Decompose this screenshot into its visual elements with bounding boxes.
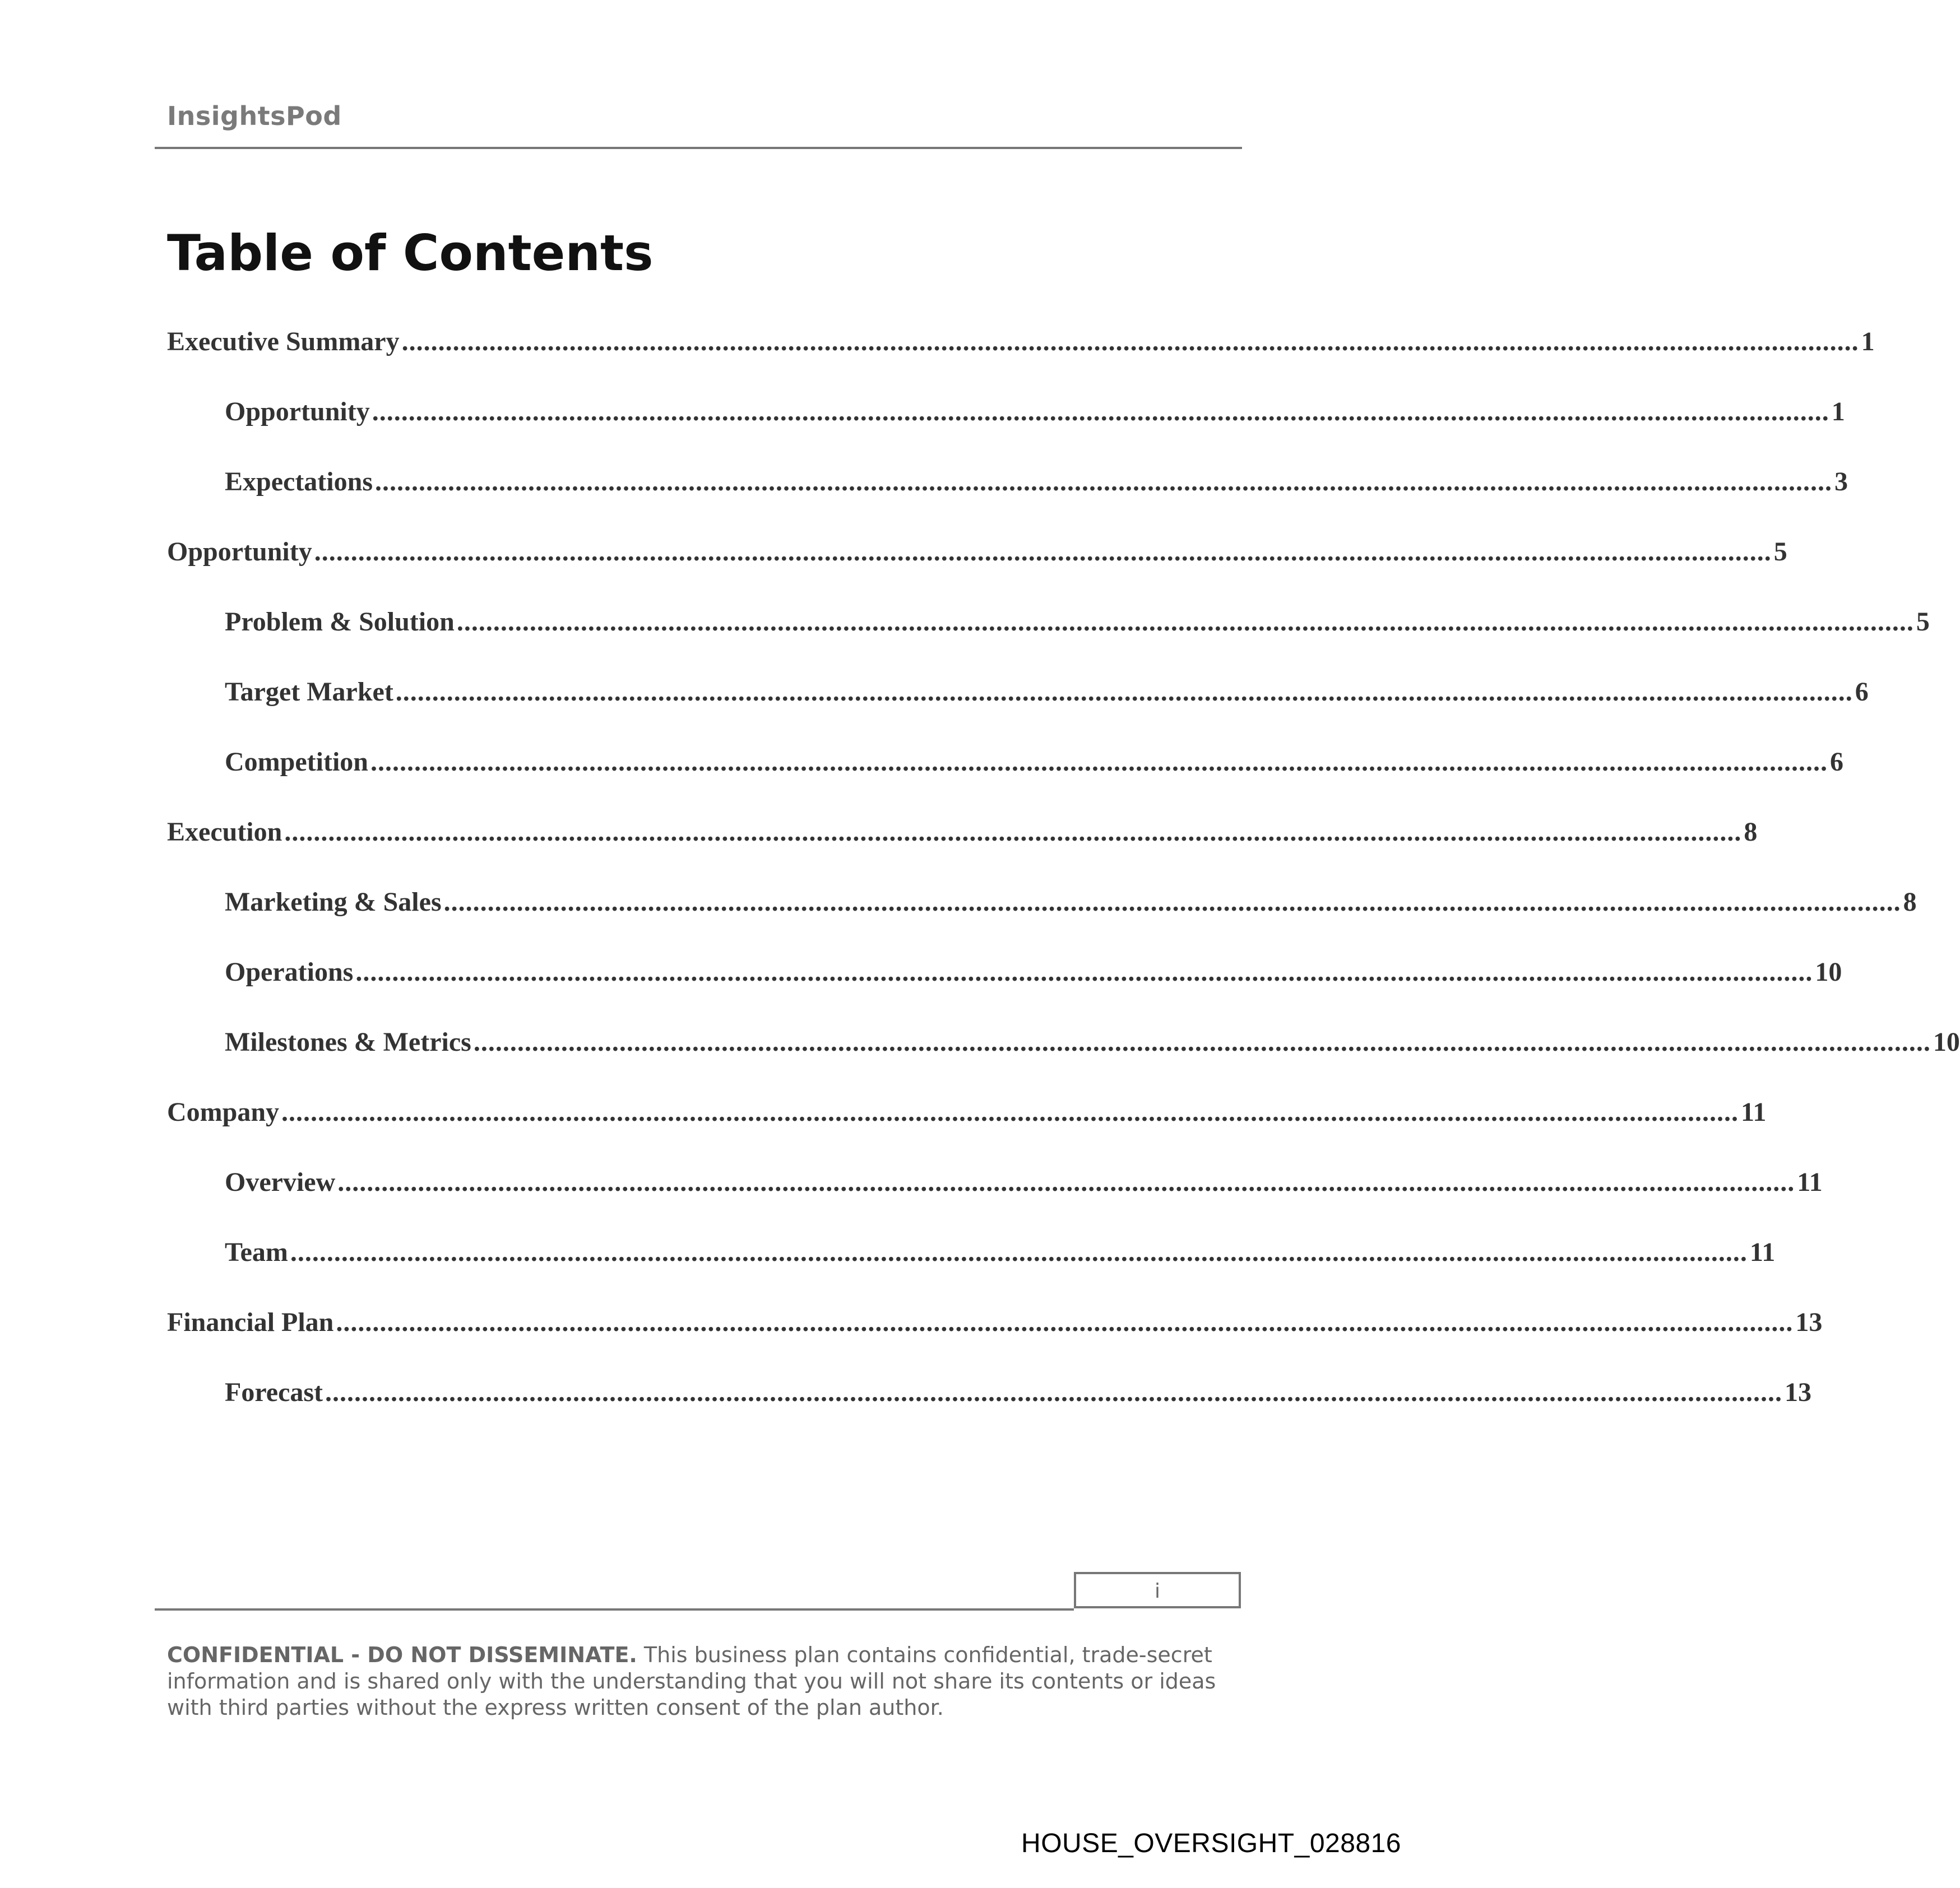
dot-leader: ........................................................................................................................................................................................................ xyxy=(290,1237,1748,1267)
toc-entry-page: 13 xyxy=(1785,1377,1812,1407)
header-divider xyxy=(155,147,1242,149)
toc-entry-label: Target Market xyxy=(225,677,393,707)
page-title: Table of Contents xyxy=(167,224,654,282)
toc-entry[interactable] xyxy=(167,676,1869,746)
toc-entry-page: 6 xyxy=(1829,747,1843,777)
toc-entry-label: Opportunity xyxy=(225,397,370,426)
toc-entry-label: Milestones & Metrics xyxy=(225,1027,471,1057)
confidentiality-notice xyxy=(167,1642,1266,1721)
toc-entry-label: Execution xyxy=(167,817,282,847)
toc-entry-label: Company xyxy=(167,1097,280,1127)
toc-entry-page: 5 xyxy=(1916,607,1930,637)
toc-entry[interactable] xyxy=(167,326,1875,396)
toc-entry-page: 11 xyxy=(1797,1167,1823,1197)
dot-leader: ........................................................................................................................................................................................................ xyxy=(355,957,1813,987)
dot-leader: ........................................................................................................................................................................................................ xyxy=(325,1377,1783,1407)
toc-entry[interactable] xyxy=(167,1097,1767,1167)
toc-entry-page: 1 xyxy=(1831,397,1845,426)
toc-entry-page: 8 xyxy=(1903,887,1917,917)
dot-leader: ........................................................................................................................................................................................................ xyxy=(395,677,1853,707)
dot-leader: ........................................................................................................................................................................................................ xyxy=(284,817,1742,847)
bates-number: HOUSE_OVERSIGHT_028816 xyxy=(1021,1829,1401,1858)
dot-leader: ........................................................................................................................................................................................................ xyxy=(370,747,1828,777)
toc-entry-label: Expectations xyxy=(225,467,373,497)
toc-entry[interactable] xyxy=(167,887,1917,957)
toc-entry-page: 1 xyxy=(1861,327,1875,356)
dot-leader: ........................................................................................................................................................................................................ xyxy=(401,327,1859,356)
toc-entry[interactable] xyxy=(167,606,1930,676)
dot-leader: ........................................................................................................................................................................................................ xyxy=(337,1167,1795,1197)
dot-leader: ........................................................................................................................................................................................................ xyxy=(372,397,1829,426)
toc-entry-page: 10 xyxy=(1933,1027,1960,1057)
toc-entry[interactable] xyxy=(167,1237,1776,1307)
toc-entry-page: 13 xyxy=(1795,1307,1823,1337)
toc-entry-page: 8 xyxy=(1744,817,1758,847)
toc-entry-label: Forecast xyxy=(225,1377,323,1407)
toc-entry-label: Financial Plan xyxy=(167,1307,334,1337)
toc-entry-label: Operations xyxy=(225,957,354,987)
toc-entry[interactable] xyxy=(167,817,1758,887)
confidential-text: This business plan contains confidential, trade-secret information and is shared only with the understanding that you will not share its contents or ideas with third parties without the express written consent of the plan author. xyxy=(167,1643,1216,1720)
toc-entry-label: Overview xyxy=(225,1167,336,1197)
toc-entry[interactable] xyxy=(167,957,1842,1027)
toc-entry-label: Marketing & Sales xyxy=(225,887,442,917)
dot-leader: ........................................................................................................................................................................................................ xyxy=(314,537,1772,567)
toc-entry-label: Executive Summary xyxy=(167,327,400,356)
toc-entry[interactable] xyxy=(167,536,1787,606)
toc-entry[interactable] xyxy=(167,396,1845,466)
toc-entry-label: Opportunity xyxy=(167,537,312,567)
toc-entry[interactable] xyxy=(167,466,1848,536)
toc-entry-label: Problem & Solution xyxy=(225,607,455,637)
toc-entry-page: 11 xyxy=(1749,1237,1776,1267)
toc-entry-page: 3 xyxy=(1834,467,1848,497)
dot-leader: ........................................................................................................................................................................................................ xyxy=(375,467,1832,497)
dot-leader: ........................................................................................................................................................................................................ xyxy=(336,1307,1794,1337)
toc-entry[interactable] xyxy=(167,1377,1812,1447)
toc-entry[interactable] xyxy=(167,1167,1823,1237)
toc-entry-page: 10 xyxy=(1815,957,1842,987)
company-name: InsightsPod xyxy=(167,101,342,131)
page-number: i xyxy=(1154,1580,1160,1603)
table-of-contents xyxy=(167,326,1960,1447)
toc-entry-page: 6 xyxy=(1855,677,1869,707)
dot-leader: ........................................................................................................................................................................................................ xyxy=(456,607,1914,637)
confidential-label: CONFIDENTIAL - DO NOT DISSEMINATE. xyxy=(167,1643,637,1667)
footer-divider xyxy=(155,1608,1074,1611)
toc-entry[interactable] xyxy=(167,746,1843,817)
dot-leader: ........................................................................................................................................................................................................ xyxy=(473,1027,1931,1057)
page-number-box xyxy=(1074,1572,1241,1608)
toc-entry[interactable] xyxy=(167,1307,1823,1377)
toc-entry-label: Team xyxy=(225,1237,288,1267)
dot-leader: ........................................................................................................................................................................................................ xyxy=(281,1097,1739,1127)
toc-entry-page: 11 xyxy=(1741,1097,1767,1127)
toc-entry-page: 5 xyxy=(1773,537,1787,567)
dot-leader: ........................................................................................................................................................................................................ xyxy=(443,887,1901,917)
toc-entry-label: Competition xyxy=(225,747,368,777)
toc-entry[interactable] xyxy=(167,1027,1960,1097)
